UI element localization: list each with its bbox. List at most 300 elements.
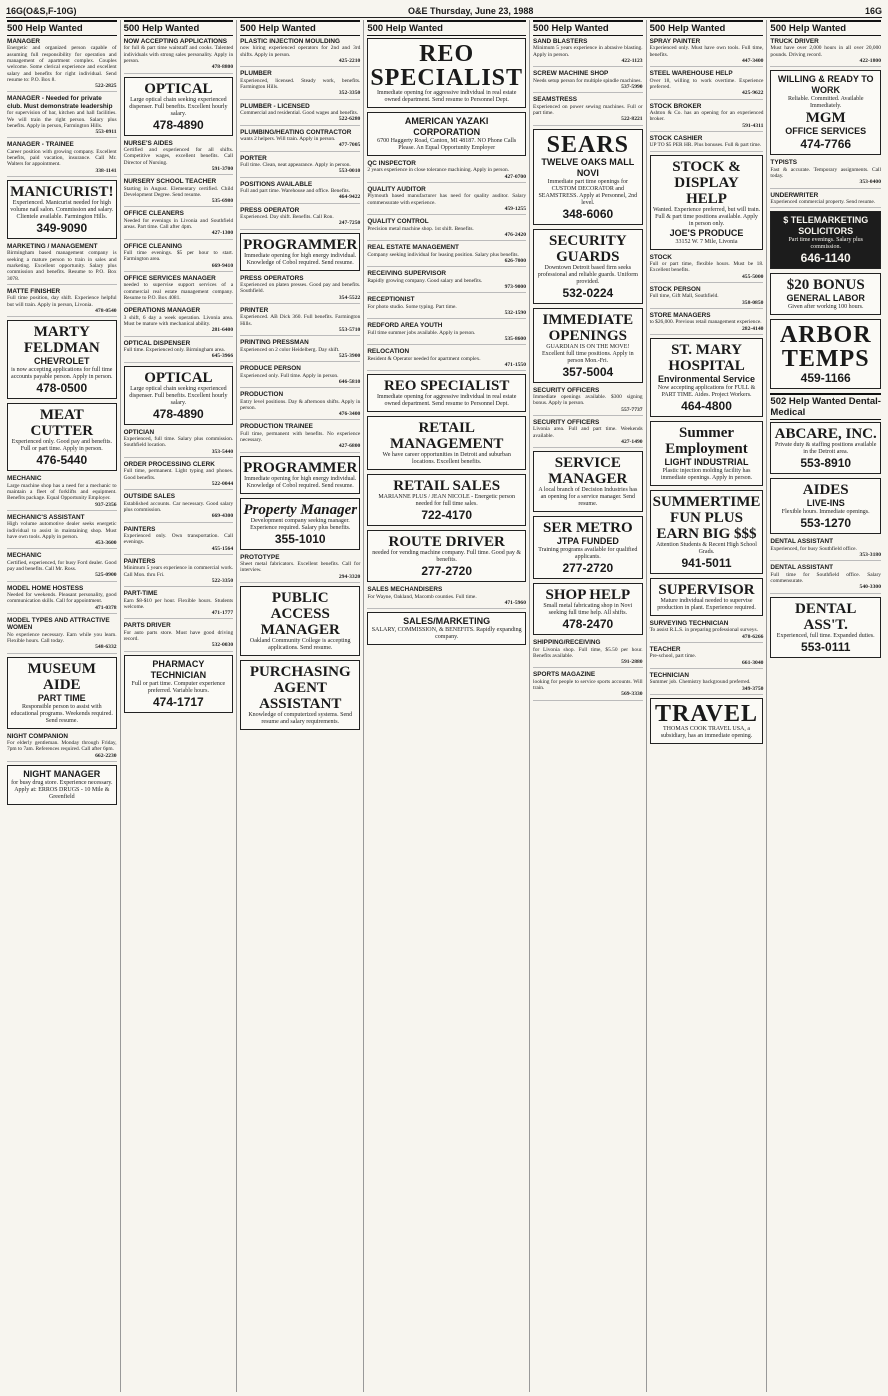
display-ad-title: Property Manager xyxy=(243,501,358,518)
ad-phone: 478-8800 xyxy=(211,64,234,71)
display-ad-subtitle: OFFICE SERVICES xyxy=(785,126,867,137)
display-ad-body: Now accepting applications for FULL & PART TIME. Aides. Project Workers. xyxy=(657,384,756,398)
display-ad-title: NIGHT MANAGER xyxy=(23,769,101,780)
display-ad xyxy=(240,233,360,271)
ad-title: SURVEYING TECHNICIAN xyxy=(649,619,729,627)
ad-title: QC INSPECTOR xyxy=(367,160,416,167)
display-ad-body: We have career opportunities in Detroit and suburban locations. Excellent benefits. xyxy=(382,452,511,466)
classified-ad xyxy=(124,493,234,522)
ad-body: Needed for evenings in Livonia and Southfield areas. Part time. Call after 4pm. xyxy=(123,217,234,231)
ad-body: Fast & accurate. Temporary assignments. Call today. xyxy=(770,166,881,179)
display-ad-body: Reliable. Committed. Available Immediately. xyxy=(787,96,864,110)
display-ad xyxy=(650,490,764,574)
ad-phone: 532-1590 xyxy=(504,310,527,316)
classified-ad xyxy=(240,339,360,362)
display-ad xyxy=(770,478,881,534)
classified-ad xyxy=(650,620,764,643)
ad-phone: 669-4300 xyxy=(211,513,234,520)
ad-body: Immediate openings available. $300 signing bonus. Apply in person. xyxy=(533,394,643,407)
ad-body: Plymouth based manufacturer has need for quality auditor. Salary commensurate with experience. xyxy=(367,193,527,206)
ad-body: Certified, experienced, for busy Ford dealer. Good pay and benefits. Call Mr. Ross. xyxy=(7,559,117,573)
ad-phone: 427-1490 xyxy=(621,438,643,445)
ad-phone: 459-1255 xyxy=(504,206,527,212)
display-ad-body: THOMAS COOK TRAVEL USA, a subsidiary, has an immediate opening. xyxy=(660,725,753,739)
classified-ad xyxy=(367,244,526,267)
ad-title: REAL ESTATE MANAGEMENT xyxy=(367,244,459,252)
ad-title: PRODUCTION TRAINEE xyxy=(240,423,313,431)
ad-title: RECEPTIONIST xyxy=(367,296,415,304)
ad-body: Experienced, licensed. Steady work, benefits. Farmington Hills. xyxy=(240,77,361,90)
ad-body: for supervision of bar, kitchen and hall facilities. We will train the right person. Salary plus benefits. Apply in person, Farmington Hills. xyxy=(7,110,117,129)
display-ad-phone: 349-9090 xyxy=(36,221,88,236)
ad-title: MECHANIC'S ASSISTANT xyxy=(7,513,85,521)
classified-ad xyxy=(367,348,526,371)
classified-ad xyxy=(240,391,360,420)
ad-title: OPERATIONS MANAGER xyxy=(123,307,201,315)
display-ad-title: TWELVE OAKS MALL NOVI xyxy=(541,156,635,178)
classified-ad xyxy=(533,38,643,67)
ad-title: PRESS OPERATORS xyxy=(240,274,304,282)
ad-phone: 422-1800 xyxy=(859,58,881,64)
ad-phone: 453-3600 xyxy=(95,540,117,547)
display-ad xyxy=(650,338,764,417)
display-ad-title: SUPERVISOR xyxy=(658,581,755,598)
ad-body: Summer job. Chemistry background preferred. xyxy=(649,679,751,686)
ad-title: TYPISTS xyxy=(770,159,798,167)
classified-ad xyxy=(124,307,234,336)
ad-body: for Livonia shop. Full time, $5.50 per hour. Benefits available. xyxy=(533,646,643,659)
ad-body: Full time, Gift Mall, Southfield. xyxy=(649,293,719,300)
ad-title: POSITIONS AVAILABLE xyxy=(240,180,313,188)
ad-phone: 522-3350 xyxy=(211,577,234,584)
display-ad xyxy=(650,698,764,744)
ad-body: Experienced. AB Dick 360. Full benefits. Farmington Hills. xyxy=(240,314,361,327)
classified-ad xyxy=(240,103,360,126)
ad-phone: 471-0378 xyxy=(95,604,117,611)
ad-phone: 557-7737 xyxy=(621,406,643,413)
ad-title: DENTAL ASSISTANT xyxy=(770,564,834,572)
classified-ad xyxy=(650,286,764,309)
ad-phone: 471-1550 xyxy=(504,362,527,368)
display-ad-body: Immediate opening for aggressive individual in real estate owned department. Send resume to Personnel Dept. xyxy=(376,90,517,103)
display-ad-body: Full or part time. Computer experience preferred. Variable hours. xyxy=(131,680,226,694)
ad-title: OFFICE CLEANERS xyxy=(123,210,184,218)
classified-ad xyxy=(7,475,117,511)
ad-phone: 532-0030 xyxy=(211,642,234,649)
ad-title: PART-TIME xyxy=(123,590,158,598)
classified-ad xyxy=(7,733,117,762)
classified-ad xyxy=(650,135,764,152)
ad-title: MODEL TYPES AND ATTRACTIVE WOMEN xyxy=(7,617,110,632)
display-ad-title: RETAIL SALES xyxy=(393,478,501,495)
dental-medical-heading: 502 Help Wanted Dental-Medical xyxy=(770,393,881,420)
ad-phone: 937-2356 xyxy=(95,501,117,508)
ad-phone: 522-2825 xyxy=(95,83,117,90)
column-7 xyxy=(767,20,884,1392)
ad-body: For auto parts store. Must have good driving record. xyxy=(123,629,234,643)
display-ad-body: Development company seeking manager. Experience required. Salary plus benefits. xyxy=(250,517,351,531)
ad-phone: 425-9622 xyxy=(741,90,764,97)
ad-title: NOW ACCEPTING APPLICATIONS xyxy=(123,38,228,45)
ad-title: QUALITY AUDITOR xyxy=(367,186,426,193)
classified-ad xyxy=(240,365,360,388)
ad-body: Full time. Clean, neat appearance. Apply in person. xyxy=(240,162,351,168)
display-ad xyxy=(367,612,526,645)
display-ad-title: DENTAL ASS'T. xyxy=(795,600,857,633)
ad-title: REDFORD AREA YOUTH xyxy=(367,322,443,330)
classified-columns xyxy=(4,20,884,1392)
display-ad-body: Immediate opening for high energy individual. Knowledge of Cobol required. Send resume. xyxy=(244,252,357,266)
ad-body: Experienced, for busy Southfield office. xyxy=(770,545,857,552)
display-ad-title: PHARMACY TECHNICIAN xyxy=(150,658,207,680)
ad-body: Birmingham based management company is seeking a mature person to train in sales and marketing. Excellent opportunity. Salary plus commission and benefits. Resume to P.O. Box 3078. xyxy=(7,250,117,282)
ad-body: For elderly gentleman. Monday through Friday, 7pm to 7am. References required. Call after 6pm. xyxy=(7,740,117,753)
display-ad-phone: 474-1717 xyxy=(153,694,204,709)
display-ad xyxy=(533,229,643,304)
ad-title: PRODUCE PERSON xyxy=(240,365,301,373)
display-ad-title: SER METRO xyxy=(543,520,633,537)
display-ad-phone: 277-2720 xyxy=(421,564,473,579)
section-heading: 500 Help Wanted xyxy=(650,20,764,36)
ad-body: Pre-school, part time. xyxy=(649,653,697,660)
display-ad-title: $20 BONUS xyxy=(786,277,865,294)
ad-phone: 422-1123 xyxy=(621,58,643,64)
display-ad-phone: 478-0500 xyxy=(36,381,88,396)
classified-ad xyxy=(7,141,117,177)
display-ad-title: STOCK & DISPLAY HELP xyxy=(672,158,741,207)
ad-title: PRINTER xyxy=(240,306,269,314)
classified-ad xyxy=(533,387,643,416)
display-ad-phone: 459-1166 xyxy=(800,371,851,386)
ad-phone: 464-9422 xyxy=(338,194,361,201)
classified-ad xyxy=(124,140,234,176)
ad-title: OPTICAL DISPENSER xyxy=(123,339,191,347)
display-ad-title: REO SPECIALIST xyxy=(383,378,510,395)
column-3 xyxy=(237,20,364,1392)
ad-body: 2 years experience in close tolerance machining. Apply in person. xyxy=(367,167,510,174)
display-ad-body: Experienced only. Good pay and benefits. Full or part time. Apply in person. xyxy=(11,439,112,453)
display-ad-title: SHOP HELP xyxy=(545,587,631,604)
display-ad xyxy=(367,374,526,412)
classified-ad xyxy=(533,70,643,93)
ad-title: SEAMSTRESS xyxy=(533,96,578,104)
ad-title: ORDER PROCESSING CLERK xyxy=(123,460,215,468)
display-ad-body: Large optical chain seeking experienced dispenser. Full benefits. Excellent hourly salary. xyxy=(129,385,228,406)
classified-ad xyxy=(7,288,117,317)
ad-body: Earn $8-$10 per hour. Flexible hours. Students welcome. xyxy=(123,597,234,610)
classified-ad xyxy=(240,423,360,452)
ad-phone: 477-7005 xyxy=(338,142,361,149)
display-ad-body: Flexible hours. Immediate openings. xyxy=(781,509,870,516)
classified-ad xyxy=(7,617,117,654)
ad-phone: 427-6800 xyxy=(338,443,361,450)
display-ad-subtitle: PART TIME xyxy=(37,692,86,703)
display-ad-title: PUBLIC ACCESS MANAGER xyxy=(260,590,340,639)
display-ad xyxy=(650,578,764,616)
ad-title: QUALITY CONTROL xyxy=(367,218,429,226)
display-ad-body: Wanted. Experience preferred, but will train. Full & part time positions available. Apply in person only. xyxy=(652,206,761,227)
classified-ad xyxy=(650,312,764,335)
ad-title: STOCK BROKER xyxy=(649,102,702,110)
ad-body: Full or part time, flexible hours. Must be 18. Excellent benefits. xyxy=(649,261,764,274)
classified-ad xyxy=(367,586,526,609)
ad-body: looking for people to service sports accounts. Will train. xyxy=(533,678,643,692)
ad-phone: 294-3320 xyxy=(338,573,361,580)
ad-phone: 471-5960 xyxy=(504,600,527,606)
ad-phone: 522-8221 xyxy=(621,116,643,123)
classified-ad xyxy=(650,672,764,695)
display-ad xyxy=(770,273,881,315)
section-heading: 500 Help Wanted xyxy=(240,20,360,36)
display-ad-logo: ARBOR TEMPS xyxy=(779,322,872,373)
display-ad xyxy=(533,308,643,383)
ad-body: for full & part time waitstaff and cooks. Talented individuals with strong sales personality. Apply in person. xyxy=(123,45,234,64)
ad-title: RELOCATION xyxy=(367,348,410,356)
classified-ad xyxy=(367,270,526,293)
ad-title: MODEL HOME HOSTESS xyxy=(7,584,84,592)
ad-body: to $26,000. Previous retail management experience. xyxy=(649,319,762,326)
ad-phone: 427-0700 xyxy=(504,173,527,180)
ad-title: MANAGER - TRAINEE xyxy=(7,141,74,149)
display-ad-body: Given after working 100 hours. xyxy=(787,304,864,311)
display-ad-body: needed for vending machine company. Full time. Good pay & benefits. xyxy=(372,550,522,564)
display-ad-phone: 474-7766 xyxy=(800,137,852,152)
ad-phone: 354-5522 xyxy=(338,294,361,301)
ad-body: Resident & Operator needed for apartment complex. xyxy=(367,355,481,362)
classified-ad xyxy=(533,419,643,448)
ad-body: Experienced, full time. Salary plus commission. Southfield location. xyxy=(123,436,234,449)
ad-phone: 553-5710 xyxy=(338,326,361,333)
ad-body: wants 2 helpers. Will train. Apply in person. xyxy=(240,136,336,142)
ad-phone: 522-6280 xyxy=(338,116,361,123)
ad-phone: 973-9000 xyxy=(504,284,527,290)
ad-body: Full time for Southfield office. Salary commensurate. xyxy=(770,571,881,584)
ad-body: Experienced on power sewing machines. Full or part time. xyxy=(533,103,643,116)
display-ad xyxy=(7,657,117,729)
ad-body: Full time summer jobs available. Apply in person. xyxy=(367,329,476,336)
display-ad-phone: 646-1140 xyxy=(800,251,851,266)
display-ad xyxy=(240,456,360,494)
classified-ad xyxy=(770,564,881,593)
ad-body: Full time, permanent with benefits. No experience necessary. xyxy=(240,430,361,444)
ad-phone: 455-1564 xyxy=(211,545,234,552)
masthead-left: 16G(O&S,F-10G) xyxy=(6,5,77,16)
classified-ad xyxy=(240,38,360,67)
ad-title: TRUCK DRIVER xyxy=(770,38,819,45)
ad-phone: 535-8600 xyxy=(504,336,527,342)
ad-phone: 455-5000 xyxy=(741,273,764,280)
display-ad-company: JOE'S PRODUCE xyxy=(669,227,744,238)
display-ad-logo: REO SPECIALIST xyxy=(370,41,524,91)
ad-title: SPRAY PAINTER xyxy=(649,38,701,45)
display-ad-phone: 464-4800 xyxy=(681,398,732,413)
section-heading: 500 Help Wanted xyxy=(770,20,881,36)
display-ad-title: PURCHASING AGENT ASSISTANT xyxy=(249,664,351,713)
ad-body: Needed for weekends. Pleasant personality, good communication skills. Call for appointment. xyxy=(7,592,117,605)
display-ad-phone: 277-2720 xyxy=(562,561,614,576)
ad-phone: 626-7000 xyxy=(504,258,527,264)
display-ad xyxy=(770,70,881,155)
display-ad-logo: SEARS xyxy=(546,131,629,158)
ad-title: PAINTERS xyxy=(123,557,156,565)
masthead-right: 16G xyxy=(864,5,882,16)
classified-ad xyxy=(533,96,643,125)
display-ad xyxy=(650,155,764,250)
display-ad-title: OPTICAL xyxy=(144,80,213,97)
classified-ad xyxy=(124,526,234,555)
column-5 xyxy=(530,20,647,1392)
ad-phone: 353-5440 xyxy=(211,448,234,455)
ad-title: SPORTS MAGAZINE xyxy=(533,671,596,679)
display-ad-title: ST. MARY HOSPITAL xyxy=(668,341,745,374)
display-ad-address: 33152 W. 7 Mile, Livonia xyxy=(675,238,738,245)
display-ad-body: is now accepting applications for full time accounts payable person. Apply in person. xyxy=(11,367,113,381)
display-ad-body: 6700 Haggerty Road, Canton, MI 48187. NO Phone Calls Please. An Equal Opportunity Employer xyxy=(377,138,517,151)
ad-body: Large machine shop has a need for a mechanic to maintain a fleet of forklifts and equipment. Benefits package. Equal Opportunity Employer. xyxy=(7,482,117,502)
ad-title: PLASTIC INJECTION MOULDING xyxy=(240,38,340,45)
display-ad-title: AIDES xyxy=(802,482,849,499)
classified-ad xyxy=(650,646,764,669)
display-ad-body: Knowledge of computerized systems. Send resume and salary requirements. xyxy=(248,712,353,726)
display-ad xyxy=(124,366,234,425)
classified-ad xyxy=(7,243,117,285)
column-4 xyxy=(364,20,530,1392)
display-ad xyxy=(770,211,881,269)
display-ad-body: Immediate opening for aggressive individual in real estate owned department. Send resume to Personnel Dept. xyxy=(376,394,517,408)
classified-ad xyxy=(7,514,117,550)
classified-ad xyxy=(533,639,643,668)
display-ad-subtitle: LIGHT INDUSTRIAL xyxy=(664,456,749,467)
ad-body: now hiring experienced operators for 2nd and 3rd shifts. Apply in person. xyxy=(240,45,361,58)
ad-phone: 247-7250 xyxy=(338,220,361,227)
ad-title: PLUMBER xyxy=(240,70,272,78)
ad-title: SCREW MACHINE SHOP xyxy=(533,70,609,78)
ad-title: MECHANIC xyxy=(7,475,42,483)
ad-phone: 569-3330 xyxy=(621,691,643,698)
ad-body: Starting in August. Elementary certified. Child Development Degree. Send resume. xyxy=(123,185,234,198)
display-ad-title: SALES/MARKETING xyxy=(403,616,491,627)
classified-ad xyxy=(367,322,526,345)
ad-title: PARTS DRIVER xyxy=(123,622,171,630)
ad-body: Full time. Experienced only. Birmingham area. xyxy=(123,347,226,354)
ad-title: OPTICIAN xyxy=(123,428,155,436)
display-ad-title: MUSEUM AIDE xyxy=(27,660,96,693)
classified-ad xyxy=(124,558,234,587)
ad-phone: 645-3966 xyxy=(211,353,234,360)
display-ad xyxy=(367,416,526,470)
display-ad-subtitle: GENERAL LABOR xyxy=(786,293,865,304)
ad-title: SECURITY OFFICERS xyxy=(533,418,600,426)
ad-phone: 353-3180 xyxy=(859,552,881,558)
ad-title: MECHANIC xyxy=(7,552,42,560)
classified-ad xyxy=(770,192,881,209)
display-ad xyxy=(533,516,643,579)
display-ad-subtitle: LIVE-INS xyxy=(806,498,845,509)
display-ad-title: MARTY FELDMAN xyxy=(23,324,100,357)
ad-body: Minimum 5 years experience in commercial work. Call Mon. thru Fri. xyxy=(123,565,234,578)
ad-phone: 591-3700 xyxy=(211,165,234,172)
display-ad-body: A local branch of Decision Industries has an opening for a service manager. Send resume. xyxy=(538,487,638,508)
display-ad-body: Large optical chain seeking experienced dispenser. Full benefits. Excellent hourly salary. xyxy=(129,96,228,117)
ad-title: PLUMBING/HEATING CONTRACTOR xyxy=(240,128,352,136)
classified-ad xyxy=(240,70,360,99)
ad-body: Established accounts. Car necessary. Good salary plus commission. xyxy=(123,500,234,513)
display-ad-body: Immediate opening for high energy individual. Knowledge of Cobol required. Send resume. xyxy=(244,475,357,489)
display-ad-phone: 348-6060 xyxy=(562,206,614,221)
display-ad-title: WILLING & READY TO WORK xyxy=(777,74,874,96)
classified-ad xyxy=(367,186,526,215)
ad-phone: 522-0044 xyxy=(211,480,234,487)
ad-phone: 447-3400 xyxy=(741,58,764,64)
ad-body: Over 18, willing to work overtime. Experience preferred. xyxy=(649,77,764,90)
classified-ad xyxy=(124,243,234,272)
display-ad-phone: 553-8910 xyxy=(800,456,852,471)
ad-phone: 540-3300 xyxy=(859,584,881,591)
display-ad xyxy=(124,77,234,136)
ad-title: SECURITY OFFICERS xyxy=(533,386,600,394)
ad-phone: 591-4311 xyxy=(742,122,764,129)
display-ad xyxy=(533,583,643,635)
classified-ad xyxy=(240,207,360,230)
classified-ad xyxy=(124,429,234,458)
ad-title: MARKETING / MANAGEMENT xyxy=(7,243,98,251)
classified-ad xyxy=(124,38,234,74)
ad-body: Ashton & Co. has an opening for an experienced broker. xyxy=(649,110,764,123)
classified-ad xyxy=(770,538,881,561)
ad-title: STOCK CASHIER xyxy=(649,134,703,142)
ad-body: Entry level positions. Day & afternoon shifts. Apply in person. xyxy=(240,398,361,411)
ad-title: PRINTING PRESSMAN xyxy=(240,339,309,347)
ad-phone: 425-2210 xyxy=(338,58,361,64)
display-ad-title: PROGRAMMER xyxy=(243,236,358,253)
ad-body: Experienced only. Own transportation. Call evenings. xyxy=(123,532,234,546)
ad-body: Rapidly growing company. Good salary and benefits. xyxy=(367,277,483,284)
ad-phone: 476-2420 xyxy=(504,232,527,238)
display-ad-title: SECURITY GUARDS xyxy=(549,232,627,265)
classified-ad xyxy=(367,296,526,319)
ad-body: No experience necessary. Earn while you learn. Flexible hours. Call today. xyxy=(7,631,117,645)
ad-body: Company seeking individual for leasing position. Salary plus benefits. xyxy=(367,251,519,258)
display-ad xyxy=(367,38,526,108)
masthead-date: O&E Thursday, June 23, 1988 xyxy=(408,5,534,16)
ad-body: Experienced only. Must have own tools. Full time, benefits. xyxy=(649,45,764,58)
classified-ad xyxy=(367,160,526,183)
ad-phone: 646-5810 xyxy=(338,378,361,385)
display-ad-title: MEAT CUTTER xyxy=(30,407,94,440)
display-ad xyxy=(770,597,881,658)
ad-phone: 662-2230 xyxy=(95,752,117,759)
classified-ad xyxy=(124,178,234,207)
display-ad-phone: 553-1270 xyxy=(800,516,852,531)
column-1 xyxy=(4,20,121,1392)
ad-phone: 338-1141 xyxy=(95,167,117,174)
display-ad-title: Summer Employment xyxy=(665,424,748,457)
ad-phone: 553-0010 xyxy=(338,168,361,175)
ad-body: Livonia area. Full and part time. Weekends available. xyxy=(533,426,643,439)
ad-title: OFFICE SERVICES MANAGER xyxy=(123,275,216,283)
classified-ad xyxy=(650,70,764,99)
display-ad-title: ABCARE, INC. xyxy=(774,426,877,443)
classified-ad xyxy=(650,38,764,67)
display-ad-title: SERVICE MANAGER xyxy=(548,455,628,488)
display-ad-body: Oakland Community College is accepting applications. Send resume. xyxy=(249,638,351,652)
display-ad-phone: 941-5011 xyxy=(681,555,732,570)
display-ad-subtitle: CHEVROLET xyxy=(34,356,90,367)
ad-body: Needs setup person for multiple spindle machines. xyxy=(533,77,642,84)
ad-title: NURSE'S AIDES xyxy=(123,139,173,147)
display-ad xyxy=(367,474,526,526)
classified-ad xyxy=(650,254,764,283)
